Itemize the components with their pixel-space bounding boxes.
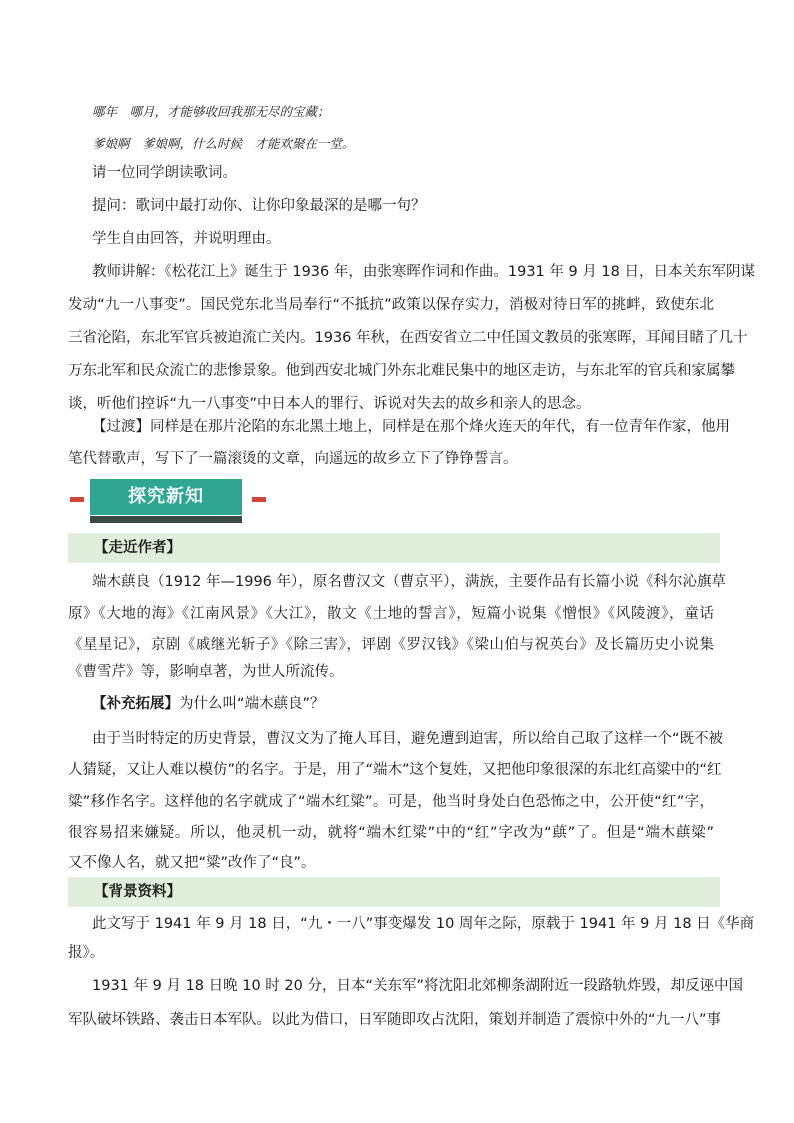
author-line: 端木蕻良（1912 年—1996 年），原名曹汉文（曹京平），满族，主要作品有长篇小说《科尔沁旗草	[92, 574, 727, 590]
background-heading: 【背景资料】	[94, 884, 181, 900]
extension-line: 很容易招来嫌疑。所以，他灵机一动，就将“端木红粱”中的“红”字改为“蕻”了。但是“端木蕻粱”	[68, 825, 714, 841]
lyric-line-1: 哪年 哪月，才能够收回我那无尽的宝藏；	[92, 104, 330, 119]
author-heading-band	[68, 533, 720, 563]
intro-paragraph-1: 请一位同学朗读歌词。	[92, 165, 237, 181]
teacher-line: 教师讲解：《松花江上》诞生于 1936 年，由张寒晖作词和作曲。1931 年 9 月 18 日，日本关东军阴谋	[92, 264, 755, 280]
background-line: 报》。	[68, 945, 105, 961]
background-line: 军队破坏铁路、袭击日本军队。以此为借口，日军随即攻占沈阳，策划并制造了震惊中外的“九一八”事	[68, 1012, 722, 1028]
transition-line: 【过渡】同样是在那片沦陷的东北黑土地上，同样是在那个烽火连天的年代，有一位青年作家，他用	[92, 419, 730, 435]
transition-line: 笔代替歌声，写下了一篇滚烫的文章，向遥远的故乡立下了铮铮誓言。	[68, 451, 518, 467]
intro-paragraph-2: 提问：歌词中最打动你、让你印象最深的是哪一句？	[92, 198, 426, 214]
author-line: 《星星记》，京剧《戚继光斩子》《除三害》，评剧《罗汉钱》《梁山伯与祝英台》及长篇历史小说集	[68, 637, 714, 653]
extension-line: 由于当时特定的历史背景，曹汉文为了掩人耳目，避免遭到迫害，所以给自己取了这样一个“既不被	[92, 731, 724, 747]
decorative-dash	[252, 497, 266, 502]
extension-heading-line	[92, 694, 752, 714]
extension-line: 粱”移作名字。这样他的名字就成了“端木红粱”。可是，他当时身处白色恐怖之中，公开使“红”字，	[68, 794, 714, 810]
author-line: 原》《大地的海》《江南风景》《大江》，散文《土地的誓言》，短篇小说集《憎恨》《风陵渡》，童话	[68, 606, 714, 622]
section-title-badge	[90, 479, 242, 523]
background-line: 此文写于 1941 年 9 月 18 日，“九・一八”事变爆发 10 周年之际，原载于 1941 年 9 月 18 日《华商	[92, 916, 755, 932]
extension-heading: 【补充拓展】	[92, 696, 179, 712]
background-line: 1931 年 9 月 18 日晚 10 时 20 分，日本“关东军”将沈阳北郊柳条湖附近一段路轨炸毁，却反诬中国	[92, 978, 743, 994]
teacher-line: 万东北军和民众流亡的悲惨景象。他到西安北城门外东北难民集中的地区走访，与东北军的官兵和家属攀	[68, 363, 735, 379]
decorative-dash	[70, 497, 84, 502]
author-heading: 【走近作者】	[94, 540, 181, 556]
background-heading-band	[68, 877, 720, 907]
extension-question: 为什么叫“端木蕻良”？	[179, 696, 325, 712]
teacher-line: 三省沦陷，东北军官兵被迫流亡关内。1936 年秋，在西安省立二中任国文教员的张寒晖，耳闻目睹了几十	[68, 330, 748, 346]
section-title: 探究新知	[128, 486, 204, 507]
extension-line: 人猜疑，又让人难以模仿”的名字。于是，用了“端木”这个复姓，又把他印象很深的东北红高粱中的“红	[68, 762, 722, 778]
intro-paragraph-3: 学生自由回答，并说明理由。	[92, 231, 281, 247]
lyric-line-2: 爹娘啊 爹娘啊，什么时候 才能欢聚在一堂。	[92, 136, 355, 151]
section-title-shadow	[90, 516, 242, 523]
extension-line: 又不像人名，就又把“粱”改作了“良”。	[68, 855, 316, 871]
author-line: 《曹雪芹》等，影响卓著，为世人所流传。	[68, 664, 344, 680]
teacher-line: 谈，听他们控诉“九一八事变”中日本人的罪行、诉说对失去的故乡和亲人的思念。	[68, 396, 591, 412]
teacher-line: 发动“九一八事变”。国民党东北当局奉行“不抵抗”政策以保存实力，消极对待日军的挑衅，致使东北	[68, 297, 714, 313]
